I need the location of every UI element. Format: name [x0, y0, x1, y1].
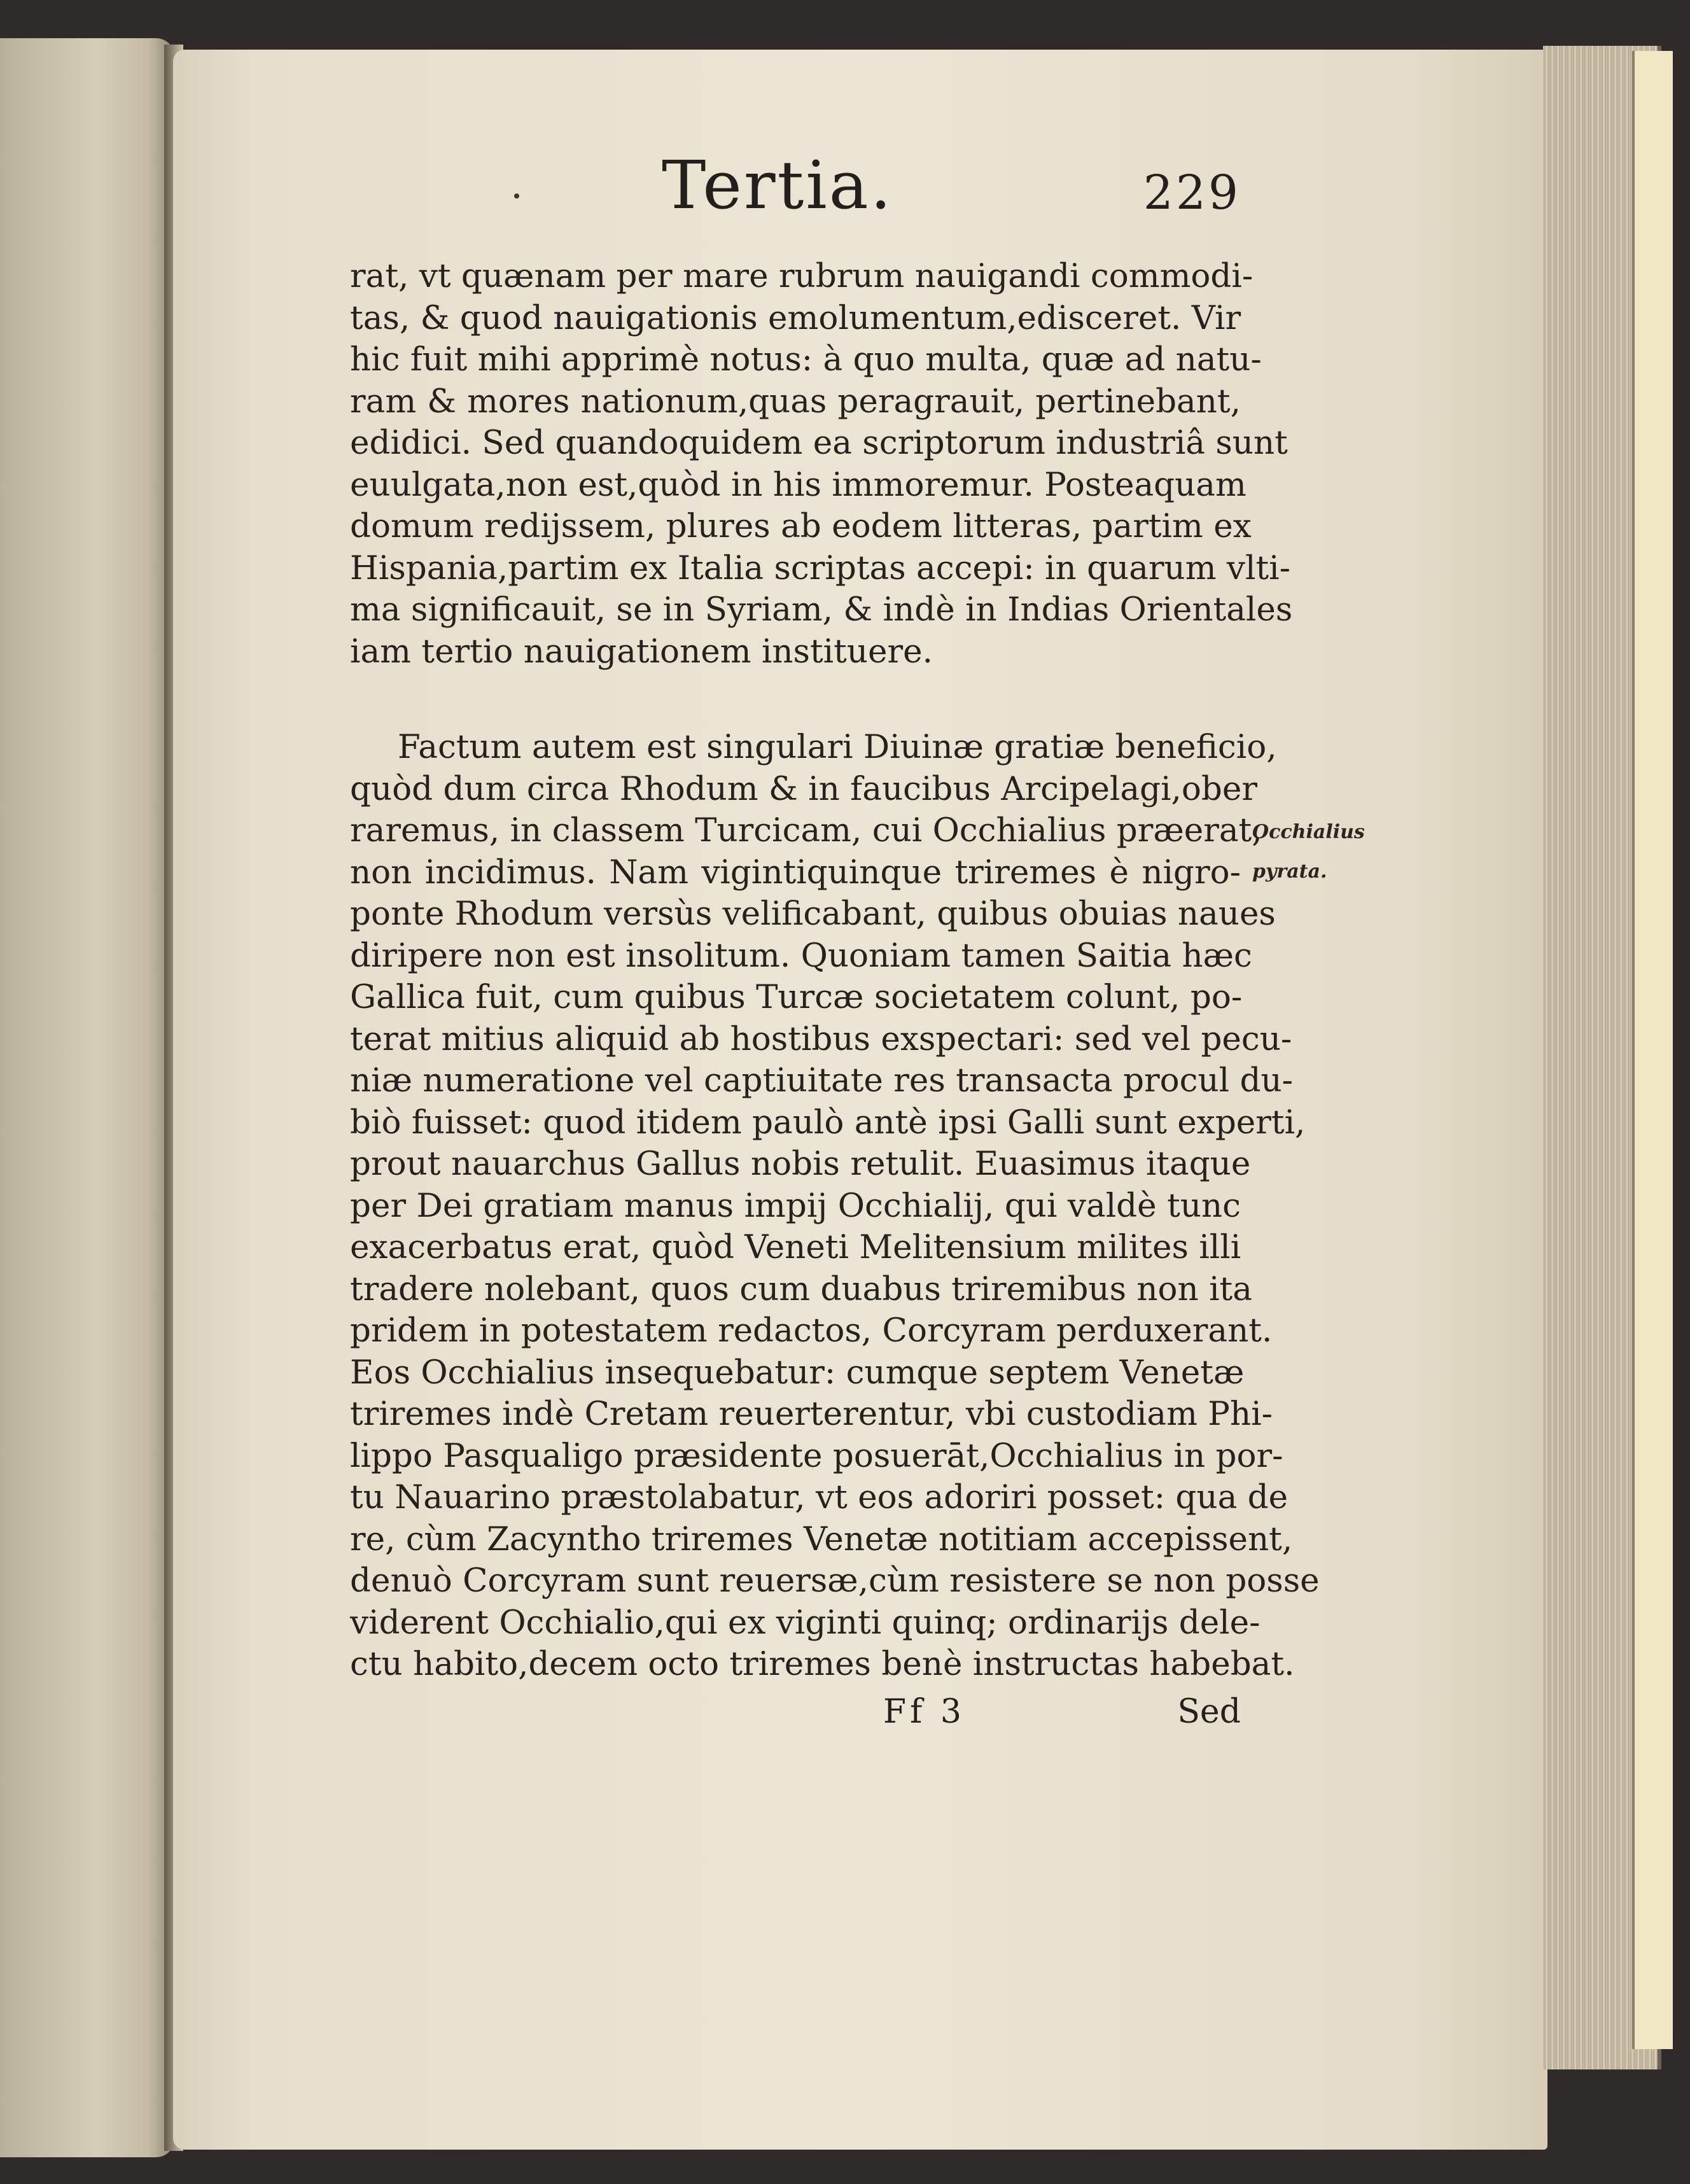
text-line: non incidimus. Nam vigintiquinque triremes è nigro- — [350, 853, 1241, 892]
marginal-note: pyrata. — [1252, 860, 1327, 883]
text-line: euulgata,non est,quòd in his immoremur. Posteaquam — [350, 465, 1247, 504]
text-line: tradere nolebant, quos cum duabus triremibus non ita — [350, 1270, 1252, 1308]
text-line: ponte Rhodum versùs velificabant, quibus obuias naues — [350, 895, 1276, 933]
text-line: prout nauarchus Gallus nobis retulit. Euasimus itaque — [350, 1145, 1251, 1183]
text-line: denuò Corcyram sunt reuersæ,cùm resistere se non posse — [350, 1562, 1320, 1600]
text-line: re, cùm Zacyntho triremes Venetæ notitiam accepissent, — [350, 1520, 1293, 1558]
text-line: niæ numeratione vel captiuitate res transacta procul du- — [350, 1061, 1294, 1100]
text-line: Hispania,partim ex Italia scriptas accepi: in quarum vlti- — [350, 549, 1291, 587]
text-line: exacerbatus erat, quòd Veneti Melitensium milites illi — [350, 1228, 1241, 1266]
page-edge-strip — [1632, 51, 1673, 2049]
paragraph-gap — [350, 673, 1241, 727]
text-line: Eos Occhialius insequebatur: cumque septem Venetæ — [350, 1353, 1245, 1392]
text-line: quòd dum circa Rhodum & in faucibus Arcipelagi,ober — [350, 769, 1257, 808]
text-line: terat mitius aliquid ab hostibus exspectari: sed vel pecu- — [350, 1019, 1292, 1058]
text-line: ma significauit, se in Syriam, & indè in Indias Orientales — [350, 591, 1293, 629]
text-line: Factum autem est singulari Diuinæ gratiæ beneficio, — [398, 728, 1277, 766]
page-header — [350, 146, 1241, 248]
text-line: triremes indè Cretam reuerterentur, vbi custodiam Phi- — [350, 1395, 1273, 1433]
text-line: pridem in potestatem redactos, Corcyram perduxerant. — [350, 1312, 1273, 1350]
signature-mark: Ff 3 — [883, 1693, 965, 1731]
text-line: per Dei gratiam manus impij Occhialij, qui valdè tunc — [350, 1186, 1241, 1225]
text-line: ctu habito,decem octo triremes benè instructas habebat. — [350, 1645, 1295, 1683]
text-line: tas, & quod nauigationis emolumentum,edisceret. Vir — [350, 298, 1241, 337]
text-line: edidici. Sed quandoquidem ea scriptorum industriâ sunt — [350, 424, 1288, 462]
text-line: iam tertio nauigationem instituere. — [350, 632, 933, 671]
marginal-note: Occhialius — [1252, 821, 1365, 843]
text-line: diripere non est insolitum. Quoniam tamen Saitia hæc — [350, 936, 1252, 975]
text-line: domum redijssem, plures ab eodem litteras, partim ex — [350, 507, 1252, 545]
catchword: Sed — [1177, 1693, 1241, 1731]
page-number: 229 — [1143, 165, 1241, 220]
text-line: hic fuit mihi apprimè notus: à quo multa, quæ ad natu- — [350, 340, 1262, 379]
text-line: viderent Occhialio,qui ex viginti quinq; ordinarijs dele- — [350, 1603, 1261, 1642]
page-footer — [350, 1693, 1241, 1750]
facing-page-edge — [0, 38, 175, 2157]
text-line: Gallica fuit, cum quibus Turcæ societatem colunt, po- — [350, 978, 1243, 1016]
paragraph — [350, 256, 1293, 673]
running-head: Tertia. — [662, 146, 893, 224]
text-line: rat, vt quænam per mare rubrum nauigandi commodi- — [350, 257, 1254, 295]
header-dot — [514, 193, 519, 199]
text-line: ram & mores nationum,quas peragrauit, pertinebant, — [350, 382, 1241, 421]
text-line: tu Nauarino præstolabatur, vt eos adoriri posset: qua de — [350, 1478, 1288, 1516]
text-line: lippo Pasqualigo præsidente posuerāt,Occhialius in por- — [350, 1436, 1283, 1475]
text-line: raremus, in classem Turcicam, cui Occhialius præerat, — [350, 811, 1262, 850]
text-line: biò fuisset: quod itidem paulò antè ipsi Galli sunt experti, — [350, 1103, 1306, 1142]
